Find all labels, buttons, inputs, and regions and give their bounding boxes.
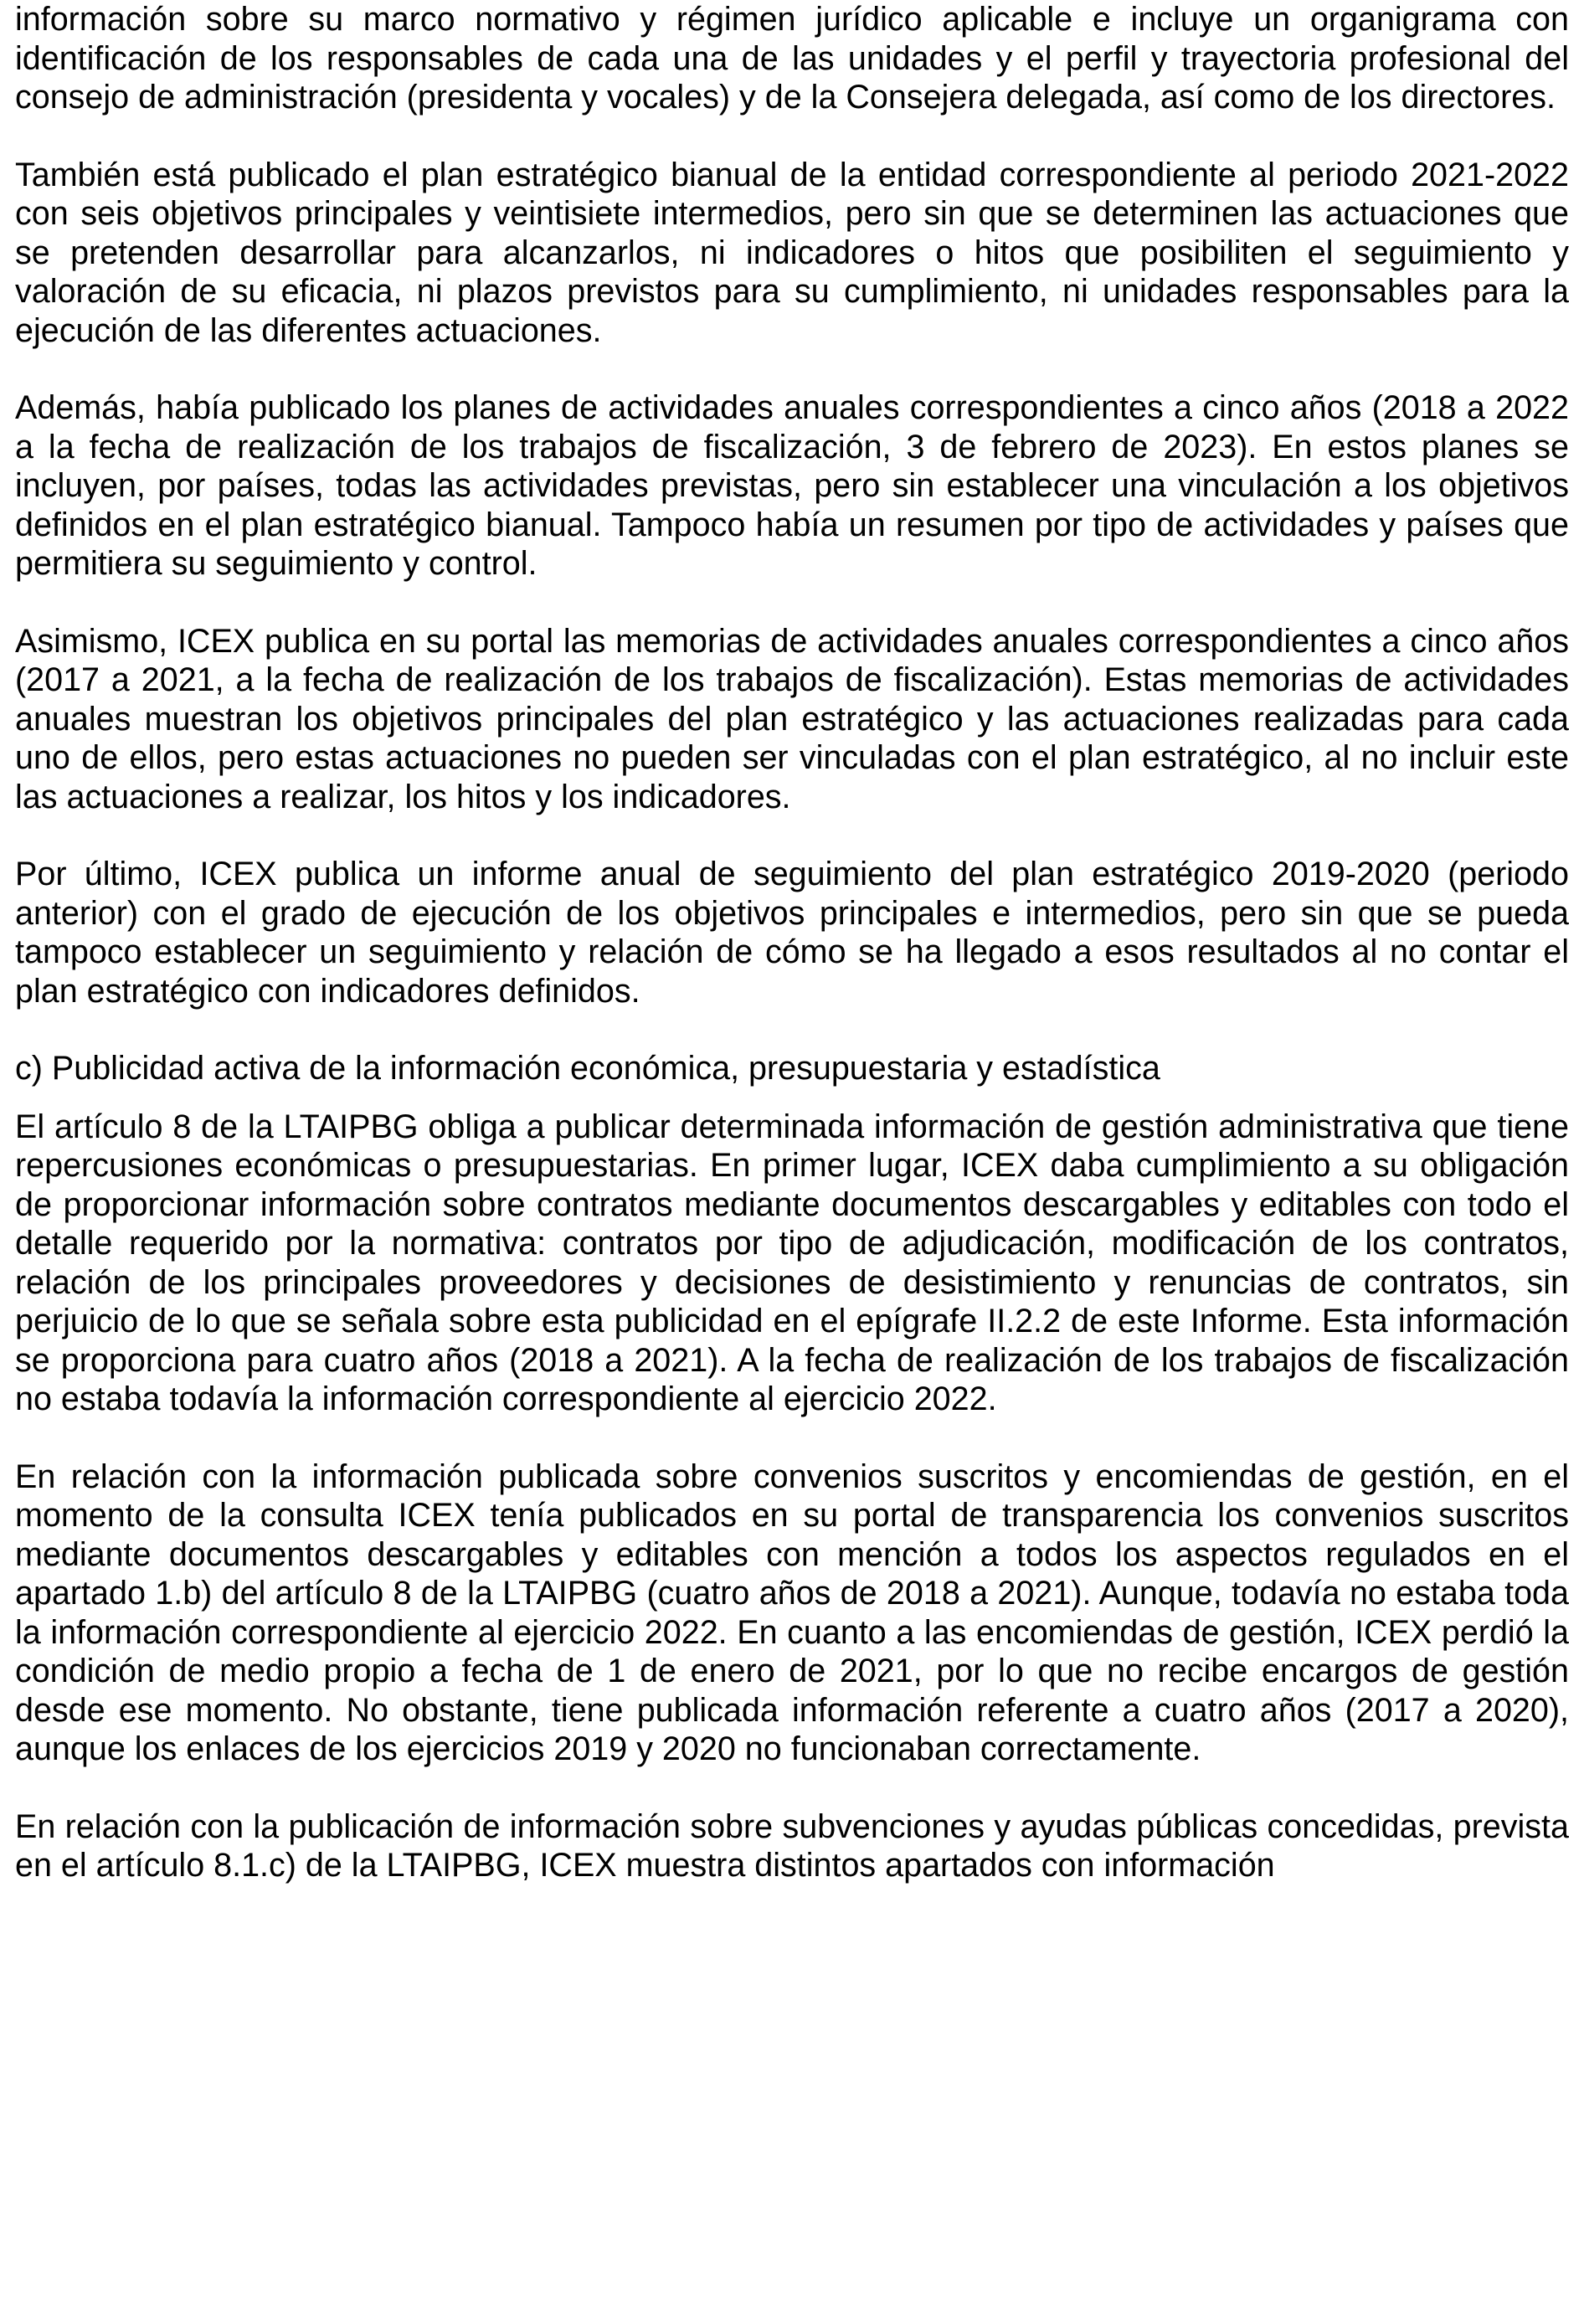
paragraph-contratos: El artículo 8 de la LTAIPBG obliga a publicar determinada información de gestión administrativa que tiene repercusiones económicas o presupuestarias. En primer lugar, ICEX daba cumplimiento a su obligación de proporcionar información sobre contratos mediante documentos descargables y editables con todo el detalle requerido por la normativa: contratos por tipo de adjudicación, modificación de los contratos, relación de los principales proveedores y decisiones de desistimiento y renuncias de contratos, sin perjuicio de lo que se señala sobre esta publicidad en el epígrafe II.2.2 de este Informe. Esta información se proporciona para cuatro años (2018 a 2021). A la fecha de realización de los trabajos de fiscalización no estaba todavía la información correspondiente al ejercicio 2022. (15, 1108, 1569, 1417)
section-heading-publicidad-economica: c) Publicidad activa de la información económica, presupuestaria y estadística (15, 1050, 1160, 1087)
paragraph-subvenciones: En relación con la publicación de información sobre subvenciones y ayudas públicas concedidas, prevista en el artículo 8.1.c) de la LTAIPBG, ICEX muestra distintos apartados con información (15, 1807, 1569, 1884)
paragraph-convenios: En relación con la información publicada sobre convenios suscritos y encomiendas de gestión, en el momento de la consulta ICEX tenía publicados en su portal de transparencia los convenios suscritos mediante documentos descargables y editables con mención a todos los aspectos regulados en el apartado 1.b) del artículo 8 de la LTAIPBG (cuatro años de 2018 a 2021). Aunque, todavía no estaba toda la información correspondiente al ejercicio 2022. En cuanto a las encomiendas de gestión, ICEX perdió la condición de medio propio a fecha de 1 de enero de 2021, por lo que no recibe encargos de gestión desde ese momento. No obstante, tiene publicada información referente a cuatro años (2017 a 2020), aunque los enlaces de los ejercicios 2019 y 2020 no funcionaban correctamente. (15, 1458, 1569, 1767)
paragraph-memorias: Asimismo, ICEX publica en su portal las memorias de actividades anuales correspondientes a cinco años (2017 a 2021, a la fecha de realización de los trabajos de fiscalización). Estas memorias de actividades anuales muestran los objetivos principales del plan estratégico y las actuaciones realizadas para cada uno de ellos, pero estas actuaciones no pueden ser vinculadas con el plan estratégico, al no incluir este las actuaciones a realizar, los hitos y los indicadores. (15, 622, 1569, 815)
paragraph-plan-estrategico: También está publicado el plan estratégico bianual de la entidad correspondiente al periodo 2021-2022 con seis objetivos principales y veintisiete intermedios, pero sin que se determinen las actuaciones que se pretenden desarrollar para alcanzarlos, ni indicadores o hitos que posibiliten el seguimiento y valoración de su eficacia, ni plazos previstos para su cumplimiento, ni unidades responsables para la ejecución de las diferentes actuaciones. (15, 156, 1569, 349)
paragraph-organigrama: información sobre su marco normativo y régimen jurídico aplicable e incluye un organigrama con identificación de los responsables de cada una de las unidades y el perfil y trayectoria profesional del consejo de administración (presidenta y vocales) y de la Consejera delegada, así como de los directores. (15, 1, 1569, 116)
paragraph-planes-actividades: Además, había publicado los planes de actividades anuales correspondientes a cinco años (2018 a 2022 a la fecha de realización de los trabajos de fiscalización, 3 de febrero de 2023). En estos planes se incluyen, por países, todas las actividades previstas, pero sin establecer una vinculación a los objetivos definidos en el plan estratégico bianual. Tampoco había un resumen por tipo de actividades y países que permitiera su seguimiento y control. (15, 389, 1569, 582)
document-body (15, 0, 1569, 1924)
paragraph-informe-seguimiento: Por último, ICEX publica un informe anual de seguimiento del plan estratégico 2019-2020 (periodo anterior) con el grado de ejecución de los objetivos principales e intermedios, pero sin que se pueda tampoco establecer un seguimiento y relación de cómo se ha llegado a esos resultados al no contar el plan estratégico con indicadores definidos. (15, 856, 1569, 1010)
